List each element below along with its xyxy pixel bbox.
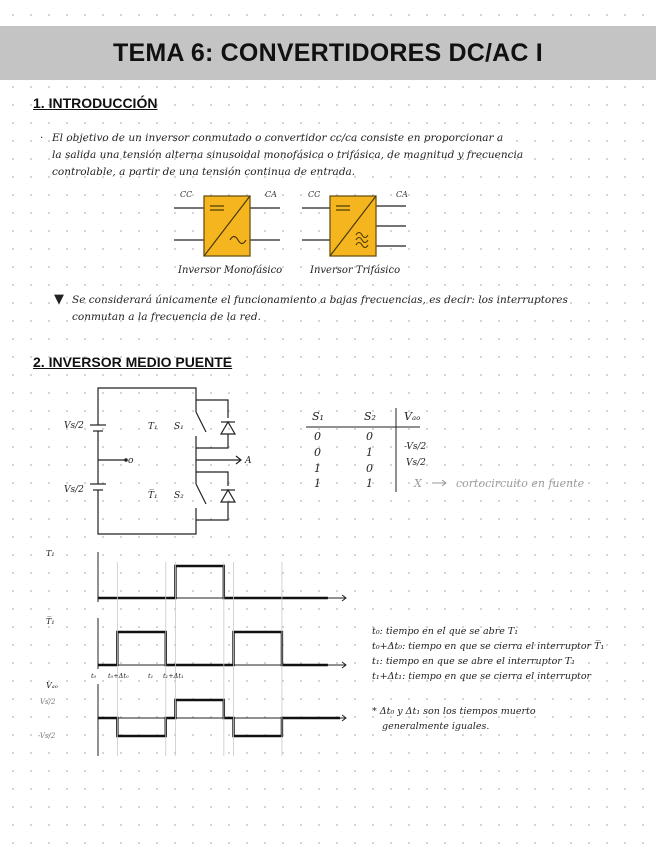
node-a-label: A bbox=[245, 456, 252, 466]
table-cell: 0 bbox=[366, 430, 373, 443]
s2-label: S₂ bbox=[174, 491, 184, 501]
circuit-top-wire bbox=[98, 388, 196, 415]
wave-t1-label: T₁ bbox=[46, 549, 55, 558]
low-frequency-note bbox=[54, 292, 598, 326]
diode1-triangle bbox=[221, 422, 235, 434]
table-header-s2: S₂ bbox=[364, 410, 376, 423]
time-legend bbox=[372, 624, 642, 684]
table-cell: 1 bbox=[314, 462, 321, 475]
wave-t1-signal bbox=[98, 566, 328, 598]
diode1-wire-bottom bbox=[196, 434, 228, 448]
table-cell: 1 bbox=[366, 477, 373, 490]
inverter-trifasico-diagram bbox=[302, 190, 408, 276]
table-cell: 1 bbox=[366, 446, 373, 459]
s1-label: S₁ bbox=[174, 422, 184, 432]
table-cell: 1 bbox=[314, 477, 321, 490]
waveform-guides bbox=[117, 562, 282, 756]
mono-block-label: Inversor Monofásico bbox=[178, 265, 283, 276]
legend-line-3: t₁: tiempo en que se abre el interruptor T₁ bbox=[372, 656, 576, 667]
footnote-line-1: * Δt₀ y Δt₁ son los tiempos muerto bbox=[372, 706, 536, 717]
shortcircuit-note: cortocircuito en fuente bbox=[456, 477, 585, 490]
table-cell: Vs/2 bbox=[406, 458, 426, 468]
section-heading-inversor-medio-puente: 2. INVERSOR MEDIO PUENTE bbox=[33, 354, 233, 370]
warning-icon: ▼ bbox=[54, 292, 64, 307]
footnote-line-2: generalmente iguales. bbox=[382, 721, 490, 732]
inverter-monofasico-diagram bbox=[174, 190, 282, 276]
t1bar-label: T̅₁ bbox=[148, 491, 158, 501]
bullet-dot: · bbox=[40, 132, 44, 144]
table-cell: -Vs/2 bbox=[404, 442, 427, 452]
intro-line-1: El objetivo de un inversor conmutado o convertidor cc/ca consiste en proporcionar a bbox=[52, 132, 504, 144]
time-mark-t0: t₀ bbox=[91, 672, 97, 680]
wave-t1bar-label: T̅₁ bbox=[46, 617, 55, 626]
diode1-wire-top bbox=[196, 400, 228, 418]
waveform-t1bar bbox=[98, 618, 346, 669]
switch-s1 bbox=[196, 412, 206, 432]
time-mark-t1-dt: t₁+Δt₁ bbox=[163, 672, 184, 680]
mono-ca-label: CA bbox=[265, 190, 277, 199]
vs-bottom-label: Vs/2 bbox=[64, 485, 84, 495]
switch-s2 bbox=[196, 484, 206, 504]
page-title: TEMA 6: CONVERTIDORES DC/AC I bbox=[113, 38, 543, 67]
node-o-label: o bbox=[128, 456, 134, 466]
wave-vao-high-label: Vs/2 bbox=[40, 698, 56, 706]
tri-cc-label: CC bbox=[308, 190, 321, 199]
note-line-1: Se considerará únicamente el funcionamiento a bajas frecuencias, es decir: los interruptores bbox=[72, 294, 568, 306]
table-header-vao: Vₐₒ bbox=[404, 410, 421, 423]
vs-top-label: Vs/2 bbox=[64, 421, 84, 431]
wave-vao-label: Vₐₒ bbox=[46, 681, 58, 690]
tri-ca-label: CA bbox=[396, 190, 408, 199]
diode2-wire-top bbox=[196, 472, 228, 486]
legend-line-2: t₀+Δt₀: tiempo en que se cierra el interruptor T̅₁ bbox=[372, 641, 605, 652]
time-mark-t1: t₁ bbox=[148, 672, 154, 680]
table-cell: 0 bbox=[314, 446, 321, 459]
mono-cc-label: CC bbox=[180, 190, 193, 199]
half-bridge-circuit bbox=[90, 388, 241, 534]
table-cell: X bbox=[414, 477, 422, 490]
table-cell: 0 bbox=[314, 430, 321, 443]
tri-block-label: Inversor Trifásico bbox=[310, 265, 401, 276]
table-cell: 0 bbox=[366, 462, 373, 475]
note-line-2: conmutan a la frecuencia de la red. bbox=[72, 311, 261, 323]
dead-time-footnote bbox=[372, 704, 642, 734]
table-header-s1: S₁ bbox=[312, 410, 324, 423]
wave-vao-low-label: -Vs/2 bbox=[38, 732, 56, 740]
legend-line-4: t₁+Δt₁: tiempo en que se cierra el interruptor bbox=[372, 671, 592, 682]
intro-line-2: la salida una tensión alterna sinusoidal monofásica o trifásica, de magnitud y frecuencia bbox=[52, 149, 524, 161]
time-mark-t0-dt: t₀+Δt₀ bbox=[108, 672, 129, 680]
wave-t1bar-signal bbox=[98, 632, 328, 665]
waveform-t1 bbox=[98, 552, 346, 602]
legend-line-1: t₀: tiempo en el que se abre T₁ bbox=[372, 626, 519, 637]
t1-label: T₁ bbox=[148, 422, 158, 432]
waveform-vao bbox=[98, 684, 346, 756]
intro-line-3: controlable, a partir de una tensión continua de entrada. bbox=[52, 166, 356, 178]
diode2-wire-bottom bbox=[196, 502, 228, 520]
section-heading-introduccion: 1. INTRODUCCIÓN bbox=[33, 95, 158, 111]
diode2-triangle bbox=[221, 490, 235, 502]
